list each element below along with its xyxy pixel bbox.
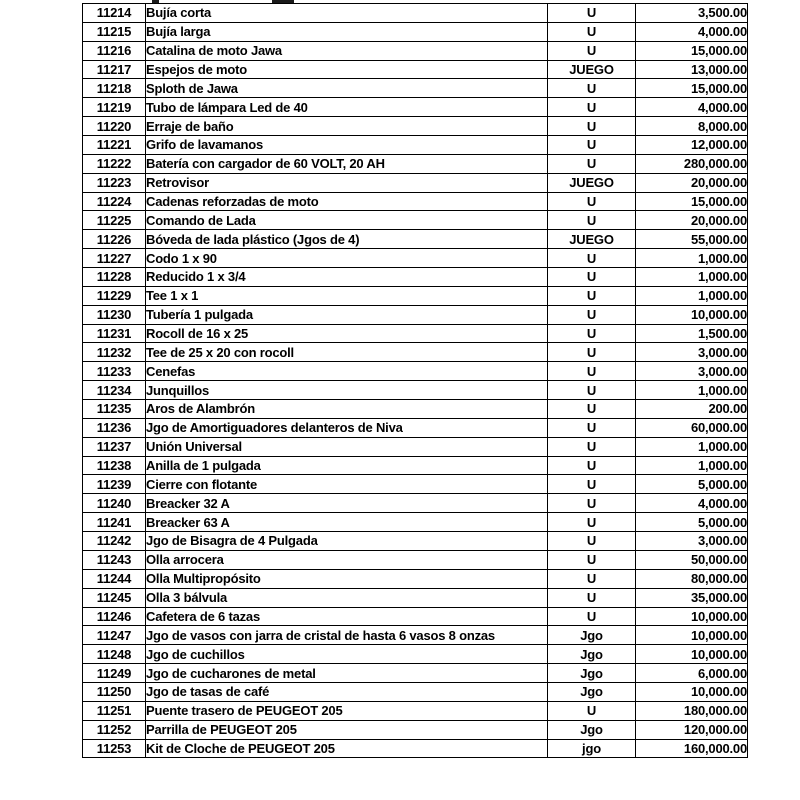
item-price-cell: 6,000.00 xyxy=(636,664,748,683)
item-unit-cell: Jgo xyxy=(548,664,636,683)
item-code-cell: 11228 xyxy=(83,268,146,287)
item-code-cell: 11216 xyxy=(83,41,146,60)
item-code-cell: 11234 xyxy=(83,381,146,400)
item-description-cell: Bujía larga xyxy=(146,22,548,41)
item-description-cell: Rocoll de 16 x 25 xyxy=(146,324,548,343)
item-price-cell: 10,000.00 xyxy=(636,645,748,664)
item-code-cell: 11215 xyxy=(83,22,146,41)
item-description-cell: Jgo de Amortiguadores delanteros de Niva xyxy=(146,418,548,437)
item-unit-cell: Jgo xyxy=(548,682,636,701)
table-row xyxy=(83,173,748,192)
item-price-cell: 20,000.00 xyxy=(636,211,748,230)
item-price-cell: 10,000.00 xyxy=(636,305,748,324)
table-row xyxy=(83,475,748,494)
item-price-cell: 1,000.00 xyxy=(636,437,748,456)
item-code-cell: 11248 xyxy=(83,645,146,664)
item-description-cell: Jgo de cucharones de metal xyxy=(146,664,548,683)
item-code-cell: 11232 xyxy=(83,343,146,362)
item-code-cell: 11235 xyxy=(83,400,146,419)
table-row xyxy=(83,739,748,758)
item-price-cell: 4,000.00 xyxy=(636,98,748,117)
table-row xyxy=(83,588,748,607)
item-description-cell: Catalina de moto Jawa xyxy=(146,41,548,60)
item-price-cell: 1,500.00 xyxy=(636,324,748,343)
table-row xyxy=(83,117,748,136)
item-code-cell: 11245 xyxy=(83,588,146,607)
table-row xyxy=(83,607,748,626)
item-unit-cell: U xyxy=(548,324,636,343)
table-row xyxy=(83,230,748,249)
item-price-cell: 15,000.00 xyxy=(636,79,748,98)
item-unit-cell: U xyxy=(548,117,636,136)
item-price-cell: 1,000.00 xyxy=(636,286,748,305)
item-description-cell: Anilla de 1 pulgada xyxy=(146,456,548,475)
table-row xyxy=(83,268,748,287)
item-unit-cell: U xyxy=(548,249,636,268)
table-row xyxy=(83,418,748,437)
item-price-cell: 160,000.00 xyxy=(636,739,748,758)
item-unit-cell: U xyxy=(548,192,636,211)
item-price-cell: 13,000.00 xyxy=(636,60,748,79)
item-unit-cell: U xyxy=(548,136,636,155)
item-description-cell: Cenefas xyxy=(146,362,548,381)
table-row xyxy=(83,286,748,305)
table-row xyxy=(83,456,748,475)
item-description-cell: Tubería 1 pulgada xyxy=(146,305,548,324)
item-unit-cell: U xyxy=(548,569,636,588)
table-row xyxy=(83,645,748,664)
item-unit-cell: U xyxy=(548,211,636,230)
item-unit-cell: U xyxy=(548,456,636,475)
item-unit-cell: U xyxy=(548,4,636,23)
item-price-cell: 200.00 xyxy=(636,400,748,419)
item-price-cell: 4,000.00 xyxy=(636,494,748,513)
item-unit-cell: U xyxy=(548,607,636,626)
table-row xyxy=(83,720,748,739)
price-table-body xyxy=(83,4,748,758)
item-price-cell: 1,000.00 xyxy=(636,268,748,287)
item-code-cell: 11250 xyxy=(83,682,146,701)
table-row xyxy=(83,550,748,569)
item-unit-cell: U xyxy=(548,494,636,513)
item-price-cell: 4,000.00 xyxy=(636,22,748,41)
item-code-cell: 11240 xyxy=(83,494,146,513)
item-code-cell: 11219 xyxy=(83,98,146,117)
item-code-cell: 11233 xyxy=(83,362,146,381)
table-row xyxy=(83,664,748,683)
item-code-cell: 11249 xyxy=(83,664,146,683)
item-description-cell: Bujía corta xyxy=(146,4,548,23)
table-row xyxy=(83,41,748,60)
table-row xyxy=(83,494,748,513)
table-row xyxy=(83,324,748,343)
item-price-cell: 10,000.00 xyxy=(636,607,748,626)
item-description-cell: Erraje de baño xyxy=(146,117,548,136)
item-code-cell: 11246 xyxy=(83,607,146,626)
item-unit-cell: U xyxy=(548,343,636,362)
table-row xyxy=(83,343,748,362)
item-description-cell: Comando de Lada xyxy=(146,211,548,230)
item-description-cell: Junquillos xyxy=(146,381,548,400)
item-unit-cell: U xyxy=(548,362,636,381)
item-description-cell: Tee 1 x 1 xyxy=(146,286,548,305)
item-code-cell: 11238 xyxy=(83,456,146,475)
item-code-cell: 11230 xyxy=(83,305,146,324)
table-row xyxy=(83,400,748,419)
table-row xyxy=(83,136,748,155)
table-row xyxy=(83,569,748,588)
item-unit-cell: JUEGO xyxy=(548,60,636,79)
item-unit-cell: U xyxy=(548,701,636,720)
item-price-cell: 120,000.00 xyxy=(636,720,748,739)
item-price-cell: 12,000.00 xyxy=(636,136,748,155)
item-description-cell: Aros de Alambrón xyxy=(146,400,548,419)
table-row xyxy=(83,211,748,230)
item-unit-cell: Jgo xyxy=(548,720,636,739)
table-row xyxy=(83,4,748,23)
item-price-cell: 3,000.00 xyxy=(636,532,748,551)
item-description-cell: Jgo de vasos con jarra de cristal de hasta 6 vasos 8 onzas xyxy=(146,626,548,645)
item-code-cell: 11237 xyxy=(83,437,146,456)
item-unit-cell: U xyxy=(548,550,636,569)
item-unit-cell: JUEGO xyxy=(548,173,636,192)
item-price-cell: 3,000.00 xyxy=(636,343,748,362)
item-code-cell: 11253 xyxy=(83,739,146,758)
item-price-cell: 50,000.00 xyxy=(636,550,748,569)
item-description-cell: Tubo de lámpara Led de 40 xyxy=(146,98,548,117)
table-row xyxy=(83,626,748,645)
item-description-cell: Olla arrocera xyxy=(146,550,548,569)
item-code-cell: 11241 xyxy=(83,513,146,532)
item-code-cell: 11244 xyxy=(83,569,146,588)
item-price-cell: 10,000.00 xyxy=(636,626,748,645)
item-price-cell: 55,000.00 xyxy=(636,230,748,249)
item-unit-cell: U xyxy=(548,286,636,305)
table-row xyxy=(83,532,748,551)
item-description-cell: Breacker 63 A xyxy=(146,513,548,532)
item-code-cell: 11242 xyxy=(83,532,146,551)
item-price-cell: 280,000.00 xyxy=(636,154,748,173)
item-code-cell: 11223 xyxy=(83,173,146,192)
item-price-cell: 10,000.00 xyxy=(636,682,748,701)
item-code-cell: 11217 xyxy=(83,60,146,79)
item-price-cell: 15,000.00 xyxy=(636,192,748,211)
item-price-cell: 180,000.00 xyxy=(636,701,748,720)
table-row xyxy=(83,60,748,79)
table-row xyxy=(83,154,748,173)
item-description-cell: Espejos de moto xyxy=(146,60,548,79)
item-unit-cell: U xyxy=(548,418,636,437)
item-description-cell: Kit de Cloche de PEUGEOT 205 xyxy=(146,739,548,758)
item-code-cell: 11222 xyxy=(83,154,146,173)
item-description-cell: Jgo de tasas de café xyxy=(146,682,548,701)
item-description-cell: Batería con cargador de 60 VOLT, 20 AH xyxy=(146,154,548,173)
table-row xyxy=(83,305,748,324)
item-code-cell: 11221 xyxy=(83,136,146,155)
item-description-cell: Jgo de cuchillos xyxy=(146,645,548,664)
item-code-cell: 11247 xyxy=(83,626,146,645)
item-unit-cell: U xyxy=(548,268,636,287)
item-unit-cell: U xyxy=(548,475,636,494)
item-description-cell: Reducido 1 x 3/4 xyxy=(146,268,548,287)
item-unit-cell: JUEGO xyxy=(548,230,636,249)
item-description-cell: Olla Multipropósito xyxy=(146,569,548,588)
item-description-cell: Tee de 25 x 20 con rocoll xyxy=(146,343,548,362)
table-row xyxy=(83,381,748,400)
item-price-cell: 20,000.00 xyxy=(636,173,748,192)
item-unit-cell: U xyxy=(548,98,636,117)
item-price-cell: 5,000.00 xyxy=(636,513,748,532)
table-row xyxy=(83,362,748,381)
item-unit-cell: U xyxy=(548,532,636,551)
item-code-cell: 11214 xyxy=(83,4,146,23)
item-price-cell: 8,000.00 xyxy=(636,117,748,136)
table-row xyxy=(83,192,748,211)
item-description-cell: Puente trasero de PEUGEOT 205 xyxy=(146,701,548,720)
item-description-cell: Cafetera de 6 tazas xyxy=(146,607,548,626)
item-price-cell: 80,000.00 xyxy=(636,569,748,588)
item-description-cell: Retrovisor xyxy=(146,173,548,192)
table-row xyxy=(83,701,748,720)
item-price-cell: 1,000.00 xyxy=(636,381,748,400)
item-code-cell: 11226 xyxy=(83,230,146,249)
item-code-cell: 11252 xyxy=(83,720,146,739)
item-code-cell: 11227 xyxy=(83,249,146,268)
item-code-cell: 11218 xyxy=(83,79,146,98)
item-code-cell: 11225 xyxy=(83,211,146,230)
item-description-cell: Sploth de Jawa xyxy=(146,79,548,98)
item-code-cell: 11239 xyxy=(83,475,146,494)
item-unit-cell: U xyxy=(548,305,636,324)
table-row xyxy=(83,79,748,98)
item-description-cell: Grifo de lavamanos xyxy=(146,136,548,155)
item-unit-cell: U xyxy=(548,381,636,400)
item-unit-cell: U xyxy=(548,41,636,60)
table-row xyxy=(83,513,748,532)
item-description-cell: Bóveda de lada plástico (Jgos de 4) xyxy=(146,230,548,249)
item-unit-cell: U xyxy=(548,513,636,532)
item-description-cell: Unión Universal xyxy=(146,437,548,456)
item-code-cell: 11251 xyxy=(83,701,146,720)
item-unit-cell: U xyxy=(548,588,636,607)
item-code-cell: 11243 xyxy=(83,550,146,569)
item-unit-cell: Jgo xyxy=(548,626,636,645)
item-unit-cell: U xyxy=(548,79,636,98)
item-description-cell: Cierre con flotante xyxy=(146,475,548,494)
item-price-cell: 15,000.00 xyxy=(636,41,748,60)
table-row xyxy=(83,249,748,268)
item-unit-cell: U xyxy=(548,437,636,456)
item-price-cell: 1,000.00 xyxy=(636,456,748,475)
item-code-cell: 11236 xyxy=(83,418,146,437)
item-price-cell: 5,000.00 xyxy=(636,475,748,494)
item-code-cell: 11224 xyxy=(83,192,146,211)
item-price-cell: 3,500.00 xyxy=(636,4,748,23)
item-description-cell: Olla 3 bálvula xyxy=(146,588,548,607)
item-price-cell: 60,000.00 xyxy=(636,418,748,437)
item-unit-cell: U xyxy=(548,400,636,419)
table-row xyxy=(83,437,748,456)
item-code-cell: 11220 xyxy=(83,117,146,136)
item-unit-cell: jgo xyxy=(548,739,636,758)
item-price-cell: 35,000.00 xyxy=(636,588,748,607)
item-description-cell: Parrilla de PEUGEOT 205 xyxy=(146,720,548,739)
item-price-cell: 1,000.00 xyxy=(636,249,748,268)
price-table xyxy=(82,3,748,758)
table-row xyxy=(83,682,748,701)
table-row xyxy=(83,22,748,41)
item-description-cell: Codo 1 x 90 xyxy=(146,249,548,268)
item-unit-cell: U xyxy=(548,22,636,41)
item-unit-cell: U xyxy=(548,154,636,173)
item-price-cell: 3,000.00 xyxy=(636,362,748,381)
item-unit-cell: Jgo xyxy=(548,645,636,664)
item-code-cell: 11229 xyxy=(83,286,146,305)
table-row xyxy=(83,98,748,117)
item-description-cell: Jgo de Bisagra de 4 Pulgada xyxy=(146,532,548,551)
item-description-cell: Breacker 32 A xyxy=(146,494,548,513)
item-code-cell: 11231 xyxy=(83,324,146,343)
item-description-cell: Cadenas reforzadas de moto xyxy=(146,192,548,211)
